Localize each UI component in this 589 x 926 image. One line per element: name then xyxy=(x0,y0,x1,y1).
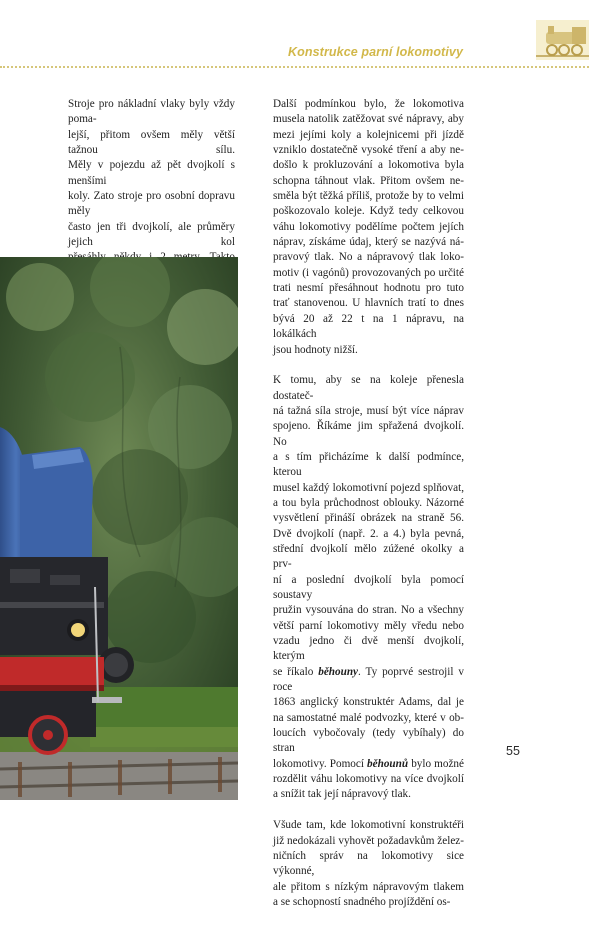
text-line: směla být těžká příliš, protože by to velmi xyxy=(273,190,464,203)
text-line: Dvě dvojkolí (např. 2. a 4.) byla pevná, xyxy=(273,527,464,540)
text-line: na samostatné malé podvozky, které v ob- xyxy=(273,711,464,724)
text-line: a tou byla průchodnost oblouky. Názorné xyxy=(273,496,464,509)
text-line: Stroje pro nákladní vlaky byly vždy poma- xyxy=(68,98,235,126)
text-line: rozdělit váhu lokomotivy na více dvojkolí xyxy=(273,773,464,786)
text-line: musel každý lokomotivní pojezd splňovat, xyxy=(273,481,464,494)
text-line: vysvětlení přináší obrázek na straně 56. xyxy=(273,512,464,525)
paragraph xyxy=(273,97,464,358)
text-line: koly. Zato stroje pro osobní dopravu měly xyxy=(68,190,235,218)
paragraph xyxy=(273,818,464,910)
text-line: motiv (i vagónů) provozovaných po určité xyxy=(273,266,464,279)
right-text-column xyxy=(273,97,464,926)
text-line: Měly v pojezdu až pět dvojkolí s menšími xyxy=(68,159,235,187)
text-line: musela natolik zatěžovat své nápravy, aby xyxy=(273,113,464,126)
text-line: střední dvojkolí mělo zúžené okolky a prv- xyxy=(273,542,464,571)
paragraph xyxy=(273,373,464,803)
text-line: K tomu, aby se na koleje přenesla dostateč- xyxy=(273,374,464,402)
text-line: trať stanovenou. U hlavních tratí to dnes xyxy=(273,297,464,310)
text-line: loucích vybočovaly (tedy vybíhaly) do stran xyxy=(273,727,464,755)
text-line: trati nesmí přesáhnout hodnotu pro tuto xyxy=(273,282,464,295)
text-line: Další podmínkou bylo, že lokomotiva xyxy=(273,98,464,110)
locomotive-photo xyxy=(0,257,238,800)
text-line: již nedokázali vyhovět požadavkům želez- xyxy=(273,834,464,847)
text-line: váhu lokomotivy podělíme počtem jejích xyxy=(273,220,464,233)
text-line: mezi jejími koly a kolejnicemi při jízdě xyxy=(273,128,464,141)
text-line: a s tím přicházíme k další podmínce, kterou xyxy=(273,450,464,479)
text-line: 1863 anglický konstruktér Adams, dal je xyxy=(273,696,464,709)
text-line: jsou hodnoty nižší. xyxy=(273,343,358,356)
text-line: ná tažná síla stroje, musí být více náprav xyxy=(273,404,464,417)
text-line: a se schopností snadného projíždění os- xyxy=(273,895,451,908)
text-line: pravový tlak. No a nápravový tlak loko- xyxy=(273,251,464,264)
text-line: poškozovalo koleje. Když tedy celkovou xyxy=(273,205,464,218)
text-line: se říkalo běhouny. Ty poprvé sestrojil v roce xyxy=(273,665,464,694)
text-line: ničních správ na lokomotivy sice výkonné, xyxy=(273,849,464,878)
text-line: spojeno. Říkáme jim spřažená dvojkolí. No xyxy=(273,420,464,448)
text-line: bývá 20 až 22 t na 1 nápravu, na lokálkách xyxy=(273,312,464,341)
text-line: Všude tam, kde lokomotivní konstruktéři xyxy=(273,819,464,832)
page-number: 55 xyxy=(506,744,520,758)
text-line: vzniklo dostatečně vysoké tření a aby ne- xyxy=(273,144,464,157)
steam-locomotive-image xyxy=(0,257,238,800)
text-line: ní a poslední dvojkolí byla pomocí soustavy xyxy=(273,573,464,601)
text-line: došlo k prokluzování a lokomotiva byla xyxy=(273,159,464,172)
section-title: Konstrukce parní lokomotivy xyxy=(288,45,463,59)
text-line: pružin vysouvána do stran. No a všechny xyxy=(273,604,464,617)
header-dotted-rule xyxy=(0,66,589,68)
text-line: větší parní lokomotivy měly vředu nebo xyxy=(273,619,464,632)
text-line: náprav, získáme údaj, který se nazývá ná- xyxy=(273,236,464,249)
text-line: a snížit tak její nápravový tlak. xyxy=(273,788,411,801)
text-line: lokomotivy. Pomocí běhounů bylo možné xyxy=(273,757,464,770)
text-line: ale přitom s nízkým nápravovým tlakem xyxy=(273,880,464,893)
text-line: vzadu jedno či dvě menší dvojkolí, kterým xyxy=(273,635,464,663)
locomotive-illustration-icon xyxy=(536,20,589,60)
text-line: lejší, přitom ovšem měly větší tažnou sílu. xyxy=(68,128,235,157)
text-line: schopna táhnout vlak. Přitom ovšem ne- xyxy=(273,174,464,187)
text-line: často jen tři dvojkolí, ale průměry jejich kol xyxy=(68,220,235,249)
